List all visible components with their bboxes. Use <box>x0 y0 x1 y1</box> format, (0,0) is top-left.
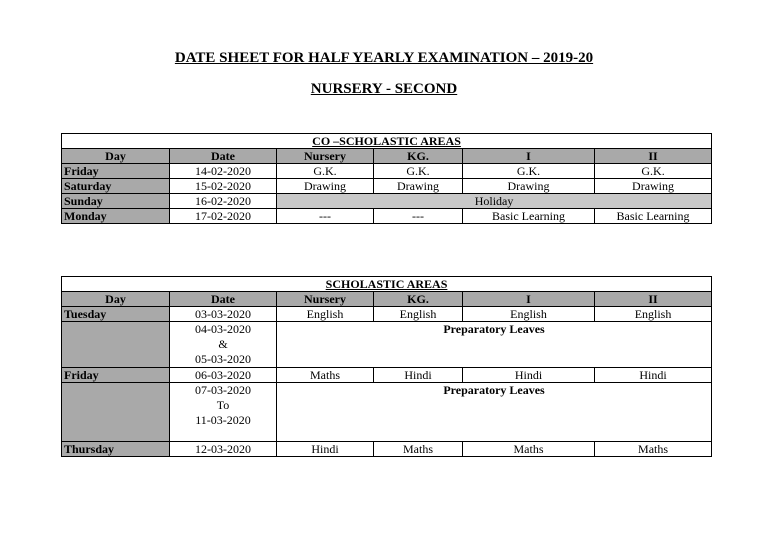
subject-cell: Maths <box>277 368 374 383</box>
subject-cell: --- <box>374 209 463 224</box>
date-line: 04-03-2020 <box>195 322 251 336</box>
day-cell <box>62 322 170 368</box>
date-cell: 14-02-2020 <box>170 164 277 179</box>
column-header-kg: KG. <box>374 149 463 164</box>
subject-cell: Maths <box>374 442 463 457</box>
date-cell: 06-03-2020 <box>170 368 277 383</box>
date-line: To <box>216 398 230 412</box>
subject-cell: English <box>463 307 595 322</box>
column-header-kg: KG. <box>374 292 463 307</box>
subject-cell: Maths <box>463 442 595 457</box>
subject-cell: Drawing <box>374 179 463 194</box>
subject-cell: G.K. <box>595 164 712 179</box>
table-row <box>62 383 712 442</box>
day-cell: Tuesday <box>62 307 170 322</box>
subject-cell: English <box>374 307 463 322</box>
table-section-row <box>62 134 712 149</box>
table-row <box>62 194 712 209</box>
day-cell: Friday <box>62 368 170 383</box>
column-header-day: Day <box>62 149 170 164</box>
subject-cell: Basic Learning <box>595 209 712 224</box>
column-header-date: Date <box>170 149 277 164</box>
column-header-day: Day <box>62 292 170 307</box>
subject-cell: Hindi <box>374 368 463 383</box>
preparatory-leaves-cell: Preparatory Leaves <box>277 322 712 368</box>
day-cell: Sunday <box>62 194 170 209</box>
column-header-ii: II <box>595 292 712 307</box>
scholastic-table <box>61 276 712 457</box>
subject-cell: Hindi <box>277 442 374 457</box>
column-header-ii: II <box>595 149 712 164</box>
column-header-date: Date <box>170 292 277 307</box>
date-cell: 03-03-2020 <box>170 307 277 322</box>
subject-cell: G.K. <box>463 164 595 179</box>
subject-cell: Hindi <box>595 368 712 383</box>
date-line: 11-03-2020 <box>195 413 251 427</box>
subject-cell: Drawing <box>595 179 712 194</box>
table-row <box>62 442 712 457</box>
table-header-row <box>62 149 712 164</box>
holiday-cell: Holiday <box>277 194 712 209</box>
day-cell <box>62 383 170 442</box>
table-row <box>62 368 712 383</box>
day-cell: Friday <box>62 164 170 179</box>
subject-cell: Drawing <box>463 179 595 194</box>
day-cell: Saturday <box>62 179 170 194</box>
column-header-nursery: Nursery <box>277 149 374 164</box>
date-range-cell <box>170 383 277 442</box>
subject-cell: Basic Learning <box>463 209 595 224</box>
subject-cell: English <box>595 307 712 322</box>
table-section-row <box>62 277 712 292</box>
date-line: 05-03-2020 <box>195 352 251 366</box>
date-cell: 12-03-2020 <box>170 442 277 457</box>
subject-cell: Maths <box>595 442 712 457</box>
column-header-nursery: Nursery <box>277 292 374 307</box>
document-subtitle: NURSERY - SECOND <box>310 81 458 97</box>
preparatory-leaves-cell: Preparatory Leaves <box>277 383 712 442</box>
subject-cell: Hindi <box>463 368 595 383</box>
document-title: DATE SHEET FOR HALF YEARLY EXAMINATION – 2019-20 <box>174 50 594 66</box>
subject-cell: English <box>277 307 374 322</box>
column-header-i: I <box>463 149 595 164</box>
date-line: & <box>218 337 228 351</box>
date-cell: 16-02-2020 <box>170 194 277 209</box>
subject-cell: G.K. <box>374 164 463 179</box>
table-row <box>62 209 712 224</box>
table-row <box>62 322 712 368</box>
table-row <box>62 164 712 179</box>
subject-cell: Drawing <box>277 179 374 194</box>
subject-cell: --- <box>277 209 374 224</box>
date-cell: 17-02-2020 <box>170 209 277 224</box>
day-cell: Thursday <box>62 442 170 457</box>
table-row <box>62 179 712 194</box>
day-cell: Monday <box>62 209 170 224</box>
date-cell: 15-02-2020 <box>170 179 277 194</box>
table-row <box>62 307 712 322</box>
subject-cell: G.K. <box>277 164 374 179</box>
date-line: 07-03-2020 <box>195 383 251 397</box>
section-heading: CO –SCHOLASTIC AREAS <box>62 134 712 149</box>
section-heading: SCHOLASTIC AREAS <box>62 277 712 292</box>
column-header-i: I <box>463 292 595 307</box>
date-range-cell <box>170 322 277 368</box>
co-scholastic-table <box>61 133 712 224</box>
table-header-row <box>62 292 712 307</box>
